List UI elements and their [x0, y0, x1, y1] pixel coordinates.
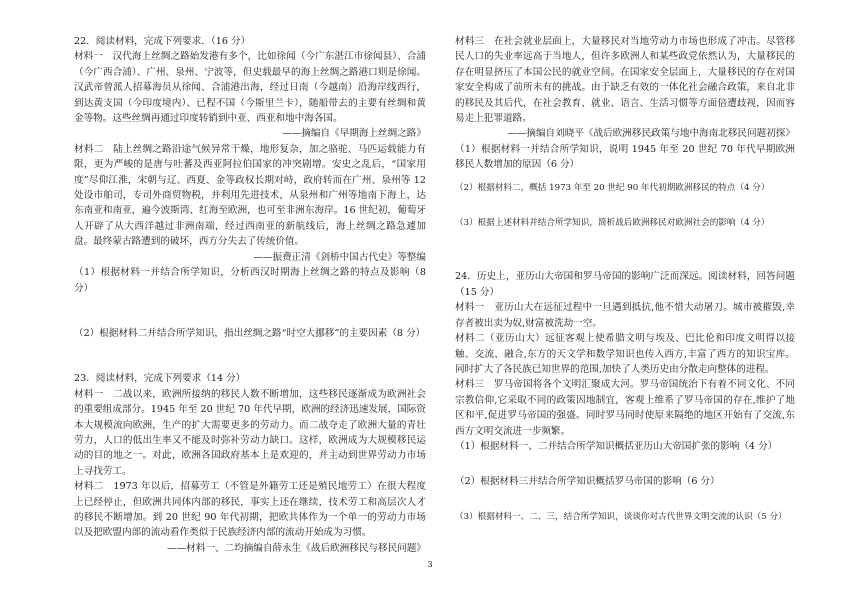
- q22-material-1: 材料一 汉代海上丝绸之路始发港有多个，比如徐闻（今广东湛江市徐闻县）、合浦（今广西合浦）、广州、泉州、宁波等，但史载最早的海上丝绸之路港口则是徐闻。汉武帝曾派人招募海员从徐闻、合浦港出海，经过日南（今越南）沿海岸线西行，到达黄支国（今印度境内）、已程不国（今斯里兰卡），随船带去的主要有丝绸和黄金等物。这些丝绸再通过印度转销到中亚、西亚和地中海各国。: [74, 51, 426, 125]
- q24-sub-question-1: （1）根据材料一、二并结合所学知识概括亚历山大帝国扩张的影响（4 分）: [455, 440, 778, 452]
- q24-sub-question-2: （2）根据材料三并结合所学知识概括罗马帝国的影响（6 分）: [455, 476, 720, 488]
- q24-material-3: 材料三 罗马帝国将各个文明汇聚成大河。罗马帝国统治下有着不同文化、不同宗教信仰,它采取不同的政策因地制宜，客观上维系了罗马帝国的存在,维护了地区和平,促进罗马帝国的强盛。同时罗马同时使原来隔绝的地区开始有了交流,东西方文明交流进一步频繁。: [455, 379, 795, 437]
- question-22-header: 22．阅读材料，完成下列要求．（16 分）: [74, 36, 251, 47]
- q23-sub-question-3: （3）根据上述材料并结合所学知识，简析战后欧洲移民对欧洲社会的影响（4 分）: [455, 218, 770, 229]
- q23-material-3-source: ——摘编自刘晓平《战后欧洲移民政策与地中海南北移民问题初探》: [507, 128, 795, 140]
- q23-sub-question-1: （1）根据材料一并结合所学知识，说明 1945 年至 20 世纪 70 年代早期欧洲移民人数增加的原因（6 分）: [455, 143, 795, 171]
- question-23-header: 23．阅读材料，完成下列要求（14 分）: [74, 373, 246, 385]
- q24-material-2: 材料二（亚历山大）远征客观上使希腊文明与埃及、巴比伦和印度文明得以接触、交流、融合,东方的天文学和数学知识也传入西方,丰富了西方的知识宝库。同时扩大了各民族已知世界的范围,加快了人类历史由分散走向整体的进程。: [455, 333, 795, 375]
- question-24-header: 24．历史上，亚历山大帝国和罗马帝国的影响广泛而深远。阅读材料，回答问题（15 分）: [455, 271, 795, 298]
- q23-material-1: 材料一 二战以来，欧洲所接纳的移民人数不断增加，这些移民逐渐成为欧洲社会的重要组成部分。1945 年至 20 世纪 70 年代早期，欧洲的经济迅速发展，国际资本大规模流向欧洲，生产的扩大需要更多的劳动力。而二战夺走了欧洲大量的青壮劳力，人口的低出生率又不能及时弥补劳动力缺口。这样，欧洲成为大规模移民运动的目的地之一。对此，欧洲各国政府基本上是欢迎的，并主动到世界劳动力市场上寻找劳工。: [74, 388, 426, 477]
- q24-material-1: 材料一 亚历山大在远征过程中一旦遇到抵抗,他不惜大动屠刀。城市被摧毁,幸存者被出卖为奴,财富被洗劫一空。: [455, 302, 795, 329]
- q22-material-2-source: ——振费正清《剑桥中国古代史》等整编: [253, 251, 426, 263]
- left-column: [74, 34, 426, 556]
- q22-sub-question-2: （2）根据材料二并结合所学知识，指出丝绸之路“时空大挪移”的主要因素（8 分）: [74, 327, 426, 339]
- q23-material-2: 材料二 1973 年以后，招募劳工（不管是外籍劳工还是殖民地劳工）在很大程度上已经停止，但欧洲共同体内部的移民，事实上还在继续，技术劳工和高层次人才的移民不断增加。到 20 世纪 90 年代初期，把欧共体作为一个单一的劳动力市场以及把欧盟内部的流动看作类似于民族经济内部的流动开始成为习惯。: [74, 481, 426, 539]
- q22-material-2: 材料二 陆上丝绸之路沿途气候异常干燥，地形复杂，加之骆驼、马匹运载能力有限，更为严峻的是唐与吐蕃及西亚阿拉伯国家的冲突剧增。安史之乱后，“国家用度”尽仰江淮，宋朝与辽、西夏、金等政权长期对峙，政府转而在广州、泉州等 12 处设市舶司，专司外商贸物税，并利用先进技术，从泉州和广州等地南下海上，达东南亚和南亚，遍今波斯湾、红海至欧洲，也可至非洲东海岸。16 世纪初，葡萄牙人开辟了从大西洋越过非洲南端，经过西南亚的新航线后，海上丝绸之路急遽加盘。最终蒙古路遭到的破坏，西方分失去了传统价值。: [74, 143, 426, 248]
- q23-sub-question-2: （2）根据材料二，概括 1973 年至 20 世纪 90 年代初期欧洲移民的特点（4 分）: [455, 182, 770, 193]
- q23-material-3: 材料三 在社会就业层面上，大量移民对当地劳动力市场也形成了冲击。尽管移民人口的失业率远高于当地人，但许多欧洲人和某些政党依然认为，大量移民的存在明显挤压了本国公民的就业空间。在国家安全层面上，大量移民的存在对国家安全构成了前所未有的挑战。由于缺乏有效的一体化社会融合政策，来自北非的移民及其后代，在社会教育、就业、语言、生活习惯等方面倍遭歧视，因而容易走上犯罪道路。: [455, 36, 795, 125]
- q24-sub-question-3: （3）根据材料一、二、三，结合所学知识，谈谈你对古代世界文明交流的认识（5 分）: [455, 511, 787, 522]
- page-number: 3: [427, 560, 433, 569]
- q23-material-1-2-source: ——材料一、二均摘编自薛永生《战后欧洲移民与移民问题》: [166, 542, 426, 554]
- right-column: [455, 34, 795, 525]
- q22-material-1-source: ——摘编自《早期海上丝绸之路》: [282, 128, 426, 140]
- q22-sub-question-1: （1）根据材料一并结合所学知识，分析西汉时期海上丝绸之路的特点及影响（8 分）: [74, 267, 426, 294]
